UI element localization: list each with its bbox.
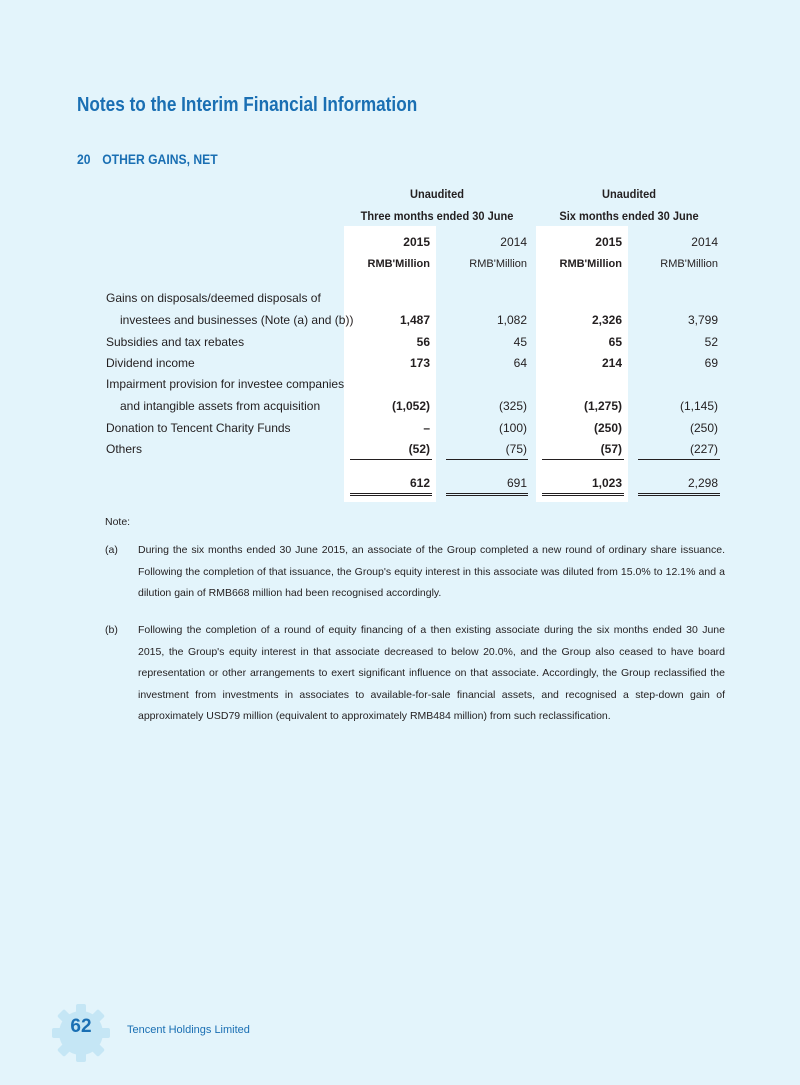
table-cell: 69 — [704, 356, 718, 370]
row-label-continued: investees and businesses (Note (a) and (b)) — [120, 313, 354, 327]
row-label: Donation to Tencent Charity Funds — [106, 421, 291, 435]
total-rule — [350, 493, 432, 496]
row-label: Subsidies and tax rebates — [106, 335, 245, 349]
table-cell: (250) — [593, 421, 622, 435]
column-unit: RMB'Million — [469, 258, 527, 270]
table-cell: (227) — [689, 442, 718, 456]
column-unit: RMB'Million — [660, 258, 718, 270]
table-cell: 173 — [409, 356, 430, 370]
table-cell: (1,145) — [679, 399, 718, 413]
notes-heading: Note: — [105, 516, 131, 528]
row-label: Dividend income — [106, 356, 195, 370]
group-status: Unaudited — [602, 187, 656, 201]
total-cell: 1,023 — [591, 476, 622, 490]
table-cell: (250) — [689, 421, 718, 435]
table-cell: 52 — [704, 335, 718, 349]
note-marker: (b) — [105, 624, 118, 636]
total-rule — [446, 493, 528, 496]
section-heading — [77, 152, 218, 167]
table-cell: 1,487 — [399, 313, 430, 327]
table-cell: 3,799 — [687, 313, 718, 327]
subtotal-rule — [638, 459, 720, 460]
total-cell: 2,298 — [687, 476, 718, 490]
row-label: Impairment provision for investee companies — [106, 377, 345, 391]
total-cell: 612 — [409, 476, 430, 490]
note-text: Following the completion of a round of equity financing of a then existing associate during the six months ended 30 June 2015, the Group's equity interest in that associate decreased to below 20.0%, and the Group also ceased to have board representation or other arrangements to exert significant influence on that associate. Accordingly, the Group reclassified the investment from investments in associates to available-for-sale financial assets, and recognised a step-down gain of approximately USD79 million (equivalent to approximately RMB484 million) from such reclassification. — [138, 624, 725, 722]
column-year: 2014 — [500, 235, 527, 249]
group-status: Unaudited — [410, 187, 464, 201]
column-unit: RMB'Million — [559, 258, 622, 270]
row-label-continued: and intangible assets from acquisition — [120, 399, 321, 413]
row-label: Gains on disposals/deemed disposals of — [106, 291, 321, 305]
table-cell: 214 — [601, 356, 622, 370]
group-period: Three months ended 30 June — [360, 209, 514, 223]
page-title: Notes to the Interim Financial Information — [77, 94, 418, 116]
note-text: During the six months ended 30 June 2015, an associate of the Group completed a new round of ordinary share issuance. Following the completion of that issuance, the Group's equity interest in this associate was diluted from 15.0% to 12.1% and a dilution gain of RMB668 million had been recognised accordingly. — [138, 544, 725, 599]
subtotal-rule — [542, 459, 624, 460]
table-cell: 56 — [416, 335, 430, 349]
section-title: OTHER GAINS, NET — [102, 152, 218, 167]
row-label: Others — [106, 442, 143, 456]
note-item — [105, 620, 725, 728]
column-year: 2015 — [595, 235, 622, 249]
total-rule — [638, 493, 720, 496]
note-marker: (a) — [105, 544, 118, 556]
table-cell: 1,082 — [496, 313, 527, 327]
table-cell: (52) — [408, 442, 430, 456]
table-cell: 2,326 — [591, 313, 622, 327]
table-cell: 65 — [608, 335, 622, 349]
footer-company-name: Tencent Holdings Limited — [127, 1024, 250, 1036]
column-year: 2015 — [403, 235, 430, 249]
total-rule — [542, 493, 624, 496]
table-cell: (1,275) — [583, 399, 622, 413]
note-item — [105, 540, 725, 605]
table-cell: 64 — [513, 356, 527, 370]
total-cell: 691 — [506, 476, 527, 490]
table-cell: 45 — [513, 335, 527, 349]
column-year: 2014 — [691, 235, 718, 249]
section-number: 20 — [77, 152, 91, 167]
column-unit: RMB'Million — [367, 258, 430, 270]
subtotal-rule — [446, 459, 528, 460]
table-cell: (100) — [498, 421, 527, 435]
table-cell: – — [423, 421, 430, 435]
table-cell: (1,052) — [391, 399, 430, 413]
table-cell: (75) — [505, 442, 527, 456]
subtotal-rule — [350, 459, 432, 460]
table-cell: (325) — [498, 399, 527, 413]
page-number: 62 — [70, 1016, 92, 1037]
table-cell: (57) — [600, 442, 622, 456]
group-period: Six months ended 30 June — [559, 209, 699, 223]
